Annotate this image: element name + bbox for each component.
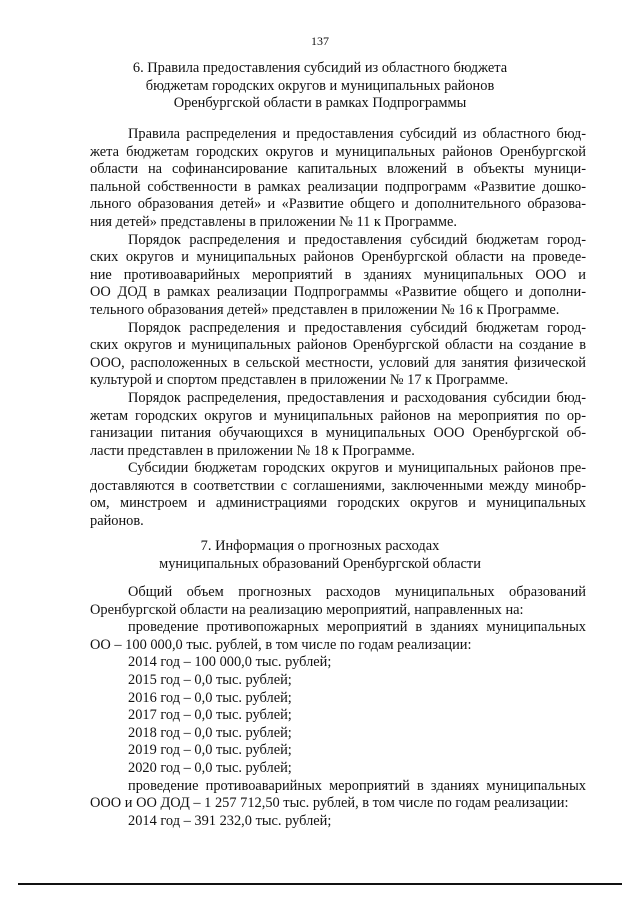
- title-line: муниципальных образований Оренбургской области: [159, 555, 481, 572]
- text-line: 2014 год – 100 000,0 тыс. рублей;: [128, 654, 332, 671]
- text-line: 2014 год – 391 232,0 тыс. рублей;: [128, 812, 332, 829]
- page-number: 137: [311, 34, 329, 48]
- title-line: бюджетам городских округов и муниципальных районов: [145, 77, 495, 94]
- title-line: 7. Информация о прогнозных расходах: [200, 538, 440, 554]
- text-line: 2016 год – 0,0 тыс. рублей;: [128, 689, 292, 706]
- text-line: ганизации питания обучающихся в муниципальных ООО Оренбургской об-: [90, 425, 586, 442]
- text-line: Порядок распределения и предоставления субсидий бюджетам город-: [128, 319, 586, 336]
- text-line: культурой и спортом представлен в приложении № 17 к Программе.: [90, 372, 509, 389]
- text-line: Оренбургской области на реализацию мероприятий, направленных на:: [90, 601, 524, 618]
- text-line: ласти представлен в приложении № 18 к Программе.: [90, 442, 415, 459]
- section-6-body: [90, 126, 586, 531]
- text-line: льного образования детей» и «Развитие общего и дополнительного образова-: [90, 196, 586, 213]
- text-line: Общий объем прогнозных расходов муниципальных образований: [128, 584, 586, 600]
- text-line: районов.: [90, 513, 144, 530]
- text-line: 2018 год – 0,0 тыс. рублей;: [128, 724, 292, 741]
- text-line: Порядок распределения, предоставления и расходования субсидии бюд-: [128, 389, 586, 406]
- text-line: ние противоаварийных мероприятий в зданиях муниципальных ООО и: [90, 266, 586, 283]
- text-line: ских округов и муниципальных районов Оренбургской области на создание в: [90, 337, 586, 354]
- text-line: 2015 год – 0,0 тыс. рублей;: [128, 671, 292, 688]
- text-line: жетам городских округов и муниципальных районов на мероприятия по ор-: [90, 407, 586, 424]
- title-line: Оренбургской области в рамках Подпрограммы: [173, 95, 467, 111]
- text-line: 2020 год – 0,0 тыс. рублей;: [128, 759, 292, 776]
- bottom-rule: [18, 883, 622, 885]
- text-line: проведение противопожарных мероприятий в зданиях муниципальных: [128, 619, 586, 636]
- text-line: жета бюджетам городских округов и муниципальных районов Оренбургской: [90, 143, 586, 160]
- text-line: ом, минстроем и администрациями городских округов и муниципальных: [90, 495, 586, 512]
- text-line: 2017 год – 0,0 тыс. рублей;: [128, 707, 292, 724]
- text-line: доставляются в соответствии с соглашениями, заключенными между минобр-: [90, 477, 586, 494]
- text-line: 2019 год – 0,0 тыс. рублей;: [128, 742, 292, 759]
- text-line: ООО и ОО ДОД – 1 257 712,50 тыс. рублей, в том числе по годам реализации:: [90, 795, 569, 812]
- text-line: пальной собственности в рамках реализации подпрограмм «Развитие дошко-: [90, 178, 586, 195]
- text-line: Правила распределения и предоставления субсидий из областного бюд-: [128, 126, 586, 142]
- text-line: области на софинансирование капитальных вложений в объекты муници-: [90, 161, 586, 178]
- section-7-body: [90, 584, 586, 830]
- text-line: проведение противоаварийных мероприятий в зданиях муниципальных: [128, 777, 586, 794]
- text-line: тельного образования детей» представлен в приложении № 16 к Программе.: [90, 301, 560, 318]
- text-line: Порядок распределения и предоставления субсидий бюджетам город-: [128, 231, 586, 248]
- text-line: ООО, расположенных в сельской местности, условий для занятия физической: [90, 354, 586, 371]
- text-line: ОО – 100 000,0 тыс. рублей, в том числе по годам реализации:: [90, 636, 472, 653]
- title-line: 6. Правила предоставления субсидий из областного бюджета: [132, 60, 508, 76]
- text-line: Субсидии бюджетам городских округов и муниципальных районов пре-: [128, 460, 586, 477]
- section-6-title: [100, 60, 540, 113]
- text-line: ОО ДОД в рамках реализации Подпрограммы «Развитие общего и дополни-: [90, 284, 586, 301]
- text-line: ских округов и муниципальных районов Оренбургской области на проведе-: [90, 249, 586, 266]
- section-7-title: [100, 538, 540, 573]
- text-line: ния детей» представлены в приложении № 11 к Программе.: [90, 213, 457, 230]
